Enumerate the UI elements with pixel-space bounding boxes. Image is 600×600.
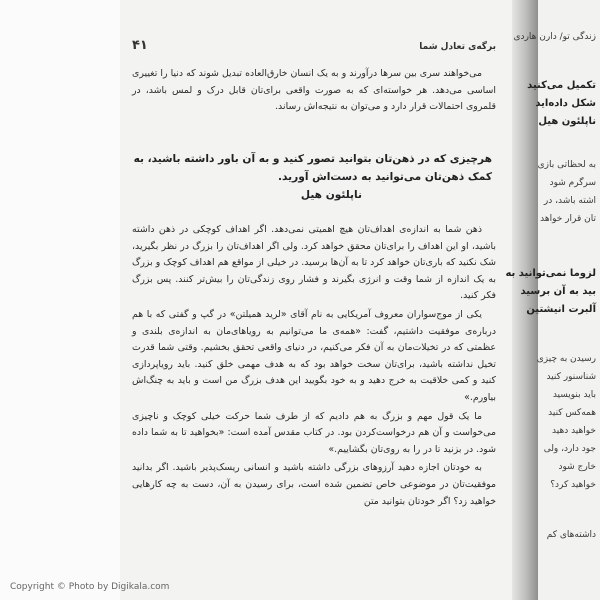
quote-block: [132, 150, 496, 204]
side-text: به لحظاتی بازی: [537, 160, 596, 170]
side-text: شکل داده‌اید: [535, 98, 596, 109]
side-text: زندگی تو/ دارن هاردی: [513, 32, 596, 42]
quote-text: [132, 150, 496, 204]
side-text: آلبرت انیشتین: [526, 304, 596, 315]
side-text: لزوما نمی‌توانید به: [505, 268, 596, 279]
book-page: [120, 0, 512, 600]
side-text: تان قرار خواهد: [540, 214, 596, 224]
side-text: تکمیل می‌کنید: [527, 80, 596, 91]
paragraph: ذهن شما به اندازه‌ی اهداف‌تان هیچ اهمیتی نمی‌دهد. اگر اهداف کوچکی در ذهن داشته باشید، او این اهداف را برای‌تان محقق خواهد کرد. ولی اگر اهداف‌تان را بزرگ در نظر بگیرید، شک نکنید که باری‌تان خواهد کرد تا به آن‌ها برسید. در خیلی از مواقع هم اهداف کوچک و بزرگ به یک اندازه از شما وقت و انرژی بگیرند و فشار روی زندگی‌تان را بیش‌تر کنند. پس بزرگ فکر کنید.: [132, 224, 496, 302]
side-text: شناسنور کنید: [546, 372, 596, 382]
paragraph: به خودتان اجازه دهید آرزوهای بزرگی داشته باشید و انسانی ریسک‌پذیر باشید. اگر بدانید موفقیت‌تان در موضوعی خاص تضمین شده است، برای رسیدن به آن، دست به چه کارهایی خواهید زد؟ اگر خودتان بتوانید متن: [132, 462, 496, 507]
side-text: ناپلئون هیل: [538, 116, 596, 127]
paragraph: می‌خواهند سری بین سرها درآورند و به یک انسان خارق‌العاده تبدیل شوند که دنیا را تغییری اساسی می‌دهد. هر خواسته‌ای که به صورت واقعی برای‌تان قابل درک و لمس باشد، در قلمروی احتمالات قرار دارد و می‌توان به نتیجه‌اش رساند.: [132, 68, 496, 113]
side-text: جود دارد، ولی: [543, 444, 596, 454]
facing-page: [505, 0, 600, 600]
paragraph: ما یک قول مهم و بزرگ به هم دادیم که از طرف شما حرکت خیلی کوچک و ناچیزی می‌خواست و آن هم درخواست‌کردن بود. در کتاب مقدس آمده است: «بخواهید تا به شما داده شود. در بزنید تا در را به روی‌تان بگشاییم.»: [132, 410, 496, 455]
side-text: بید به آن برسید: [520, 286, 596, 297]
running-header: [132, 40, 496, 60]
side-text: رسیدن به چیزی: [536, 354, 596, 364]
side-text: همه‌کس کنید: [548, 408, 596, 418]
body-text-2: [132, 222, 496, 510]
side-text: اشته باشد، در: [543, 196, 596, 206]
side-text: داشته‌های کم: [546, 530, 596, 540]
left-margin: [0, 0, 120, 600]
copyright-notice: Copyright © Photo by Digikala.com: [10, 582, 170, 592]
body-text: [132, 66, 496, 116]
side-text: خارج شود: [558, 462, 596, 472]
side-text: خواهید دهید: [552, 426, 596, 436]
side-text: باید بنویسید: [552, 390, 596, 400]
chapter-title: برگه‌ی تعادل شما: [419, 42, 496, 52]
quote-line: هرچیزی که در ذهن‌تان بتوانید تصور کنید و به آن باور داشته باشید، به کمک ذهن‌تان می‌توانید به دست‌اش آورید.: [133, 153, 492, 183]
quote-author: ناپلئون هیل: [300, 189, 362, 201]
paragraph: یکی از موج‌سواران معروف آمریکایی به نام آقای «لرید همیلتن» در گپ و گفتی که با هم درباره‌ی موفقیت داشتیم، گفت: «همه‌ی ما می‌توانیم به رویاهای‌مان به اندازه‌ی بلندی و عظمتی که در تخیلات‌مان به آن فکر می‌کنیم، در دنیای واقعی تحقق بخشیم. وقتی شما قدرت تخیل نداشته باشید، برای‌تان سخت خواهد بود که به هدف مهمی خلق کنید. باید رویاپردازی کنید و کمی خلاقیت به خرج دهید و به خود بگویید این هدف بزرگ من است و باید به چنگ‌اش بیاورم.»: [132, 308, 496, 403]
side-text: سرگرم شود: [549, 178, 596, 188]
page-number: ۴۱: [132, 38, 148, 53]
side-text: خواهید کرد؟: [550, 480, 596, 490]
